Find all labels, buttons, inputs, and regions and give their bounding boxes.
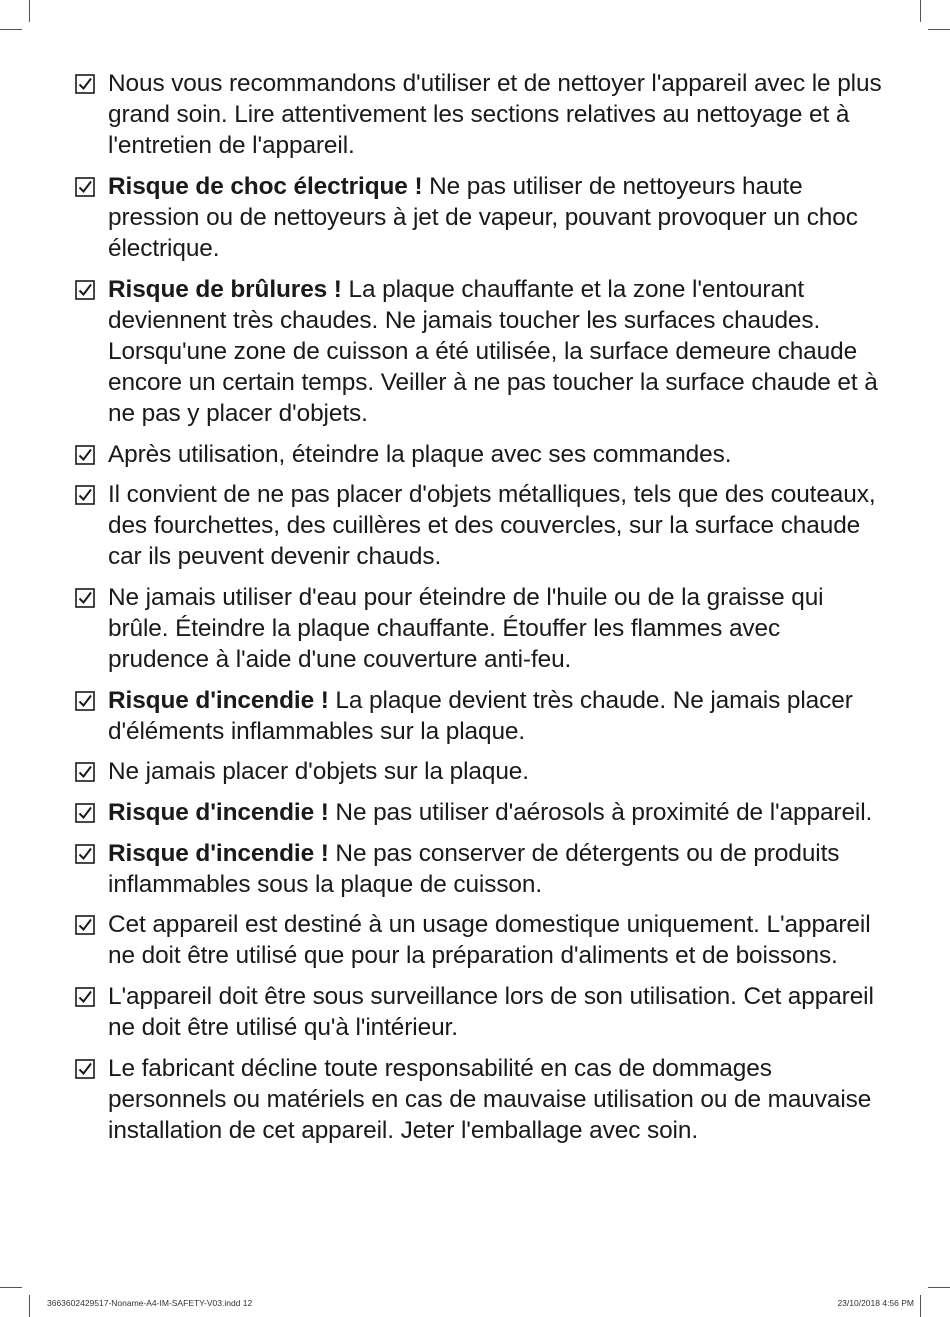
safety-instructions-list bbox=[75, 68, 885, 1155]
checked-box-icon bbox=[75, 685, 97, 715]
list-item bbox=[75, 171, 885, 264]
crop-mark bbox=[920, 1295, 921, 1317]
instruction-text: L'appareil doit être sous surveillance lors de son utilisation. Cet appareil ne doit être utilisé qu'à l'intérieur. bbox=[108, 982, 874, 1042]
instruction-text: Ne pas utiliser d'aérosols à proximité de l'appareil. bbox=[328, 798, 873, 826]
crop-mark bbox=[0, 29, 22, 30]
checked-box-icon bbox=[75, 68, 97, 98]
checked-box-icon bbox=[75, 171, 97, 201]
list-item bbox=[75, 274, 885, 429]
checked-box-icon bbox=[75, 582, 97, 612]
instruction-text: Ne pas conserver de détergents ou de produits inflammables sous la plaque de cuisson. bbox=[108, 839, 840, 898]
list-item-text bbox=[108, 909, 885, 971]
list-item bbox=[75, 685, 885, 747]
checked-box-icon bbox=[75, 274, 97, 304]
checked-box-icon bbox=[75, 981, 97, 1011]
instruction-text: Le fabricant décline toute responsabilité en cas de dommages personnels ou matériels en cas de mauvaise utilisation ou de mauvaise installation de cet appareil. Jeter l'emballage avec soin. bbox=[108, 1054, 872, 1144]
crop-mark bbox=[29, 0, 30, 22]
instruction-text: Ne jamais utiliser d'eau pour éteindre de l'huile ou de la graisse qui brûle. Éteindre la plaque chauffante. Étouffer les flammes avec prudence à l'aide d'une couverture anti-feu. bbox=[108, 583, 824, 674]
checked-box-icon bbox=[75, 479, 97, 509]
crop-mark bbox=[928, 29, 950, 30]
warning-label: Risque de brûlures ! bbox=[108, 275, 342, 303]
instruction-text: La plaque chauffante et la zone l'entourant deviennent très chaudes. Ne jamais toucher les surfaces chaudes. Lorsqu'une zone de cuisson a été utilisée, la surface demeure chaude encore un certain temps. Veiller à ne pas toucher la surface chaude et à ne pas y placer d'objets. bbox=[108, 275, 878, 427]
list-item-text bbox=[108, 685, 885, 747]
list-item-text bbox=[108, 838, 885, 900]
crop-mark bbox=[29, 1295, 30, 1317]
footer-date: 23/10/2018 4:56 PM bbox=[837, 1298, 914, 1308]
instruction-text: Ne jamais placer d'objets sur la plaque. bbox=[108, 758, 529, 786]
list-item-text bbox=[108, 797, 885, 828]
list-item bbox=[75, 838, 885, 900]
list-item-text bbox=[108, 274, 885, 429]
list-item bbox=[75, 756, 885, 787]
instruction-text: Cet appareil est destiné à un usage domestique uniquement. L'appareil ne doit être utilisé que pour la préparation d'aliments et de boissons. bbox=[108, 911, 871, 970]
warning-label: Risque d'incendie ! bbox=[108, 839, 329, 867]
list-item bbox=[75, 68, 885, 161]
list-item bbox=[75, 797, 885, 828]
list-item-text bbox=[108, 171, 885, 264]
checked-box-icon bbox=[75, 756, 97, 786]
crop-mark bbox=[920, 0, 921, 22]
checked-box-icon bbox=[75, 838, 97, 868]
checked-box-icon bbox=[75, 797, 97, 827]
warning-label: Risque d'incendie ! bbox=[108, 798, 329, 826]
list-item-text bbox=[108, 981, 885, 1043]
warning-label: Risque de choc électrique ! bbox=[108, 172, 423, 200]
list-item bbox=[75, 479, 885, 572]
list-item-text bbox=[108, 479, 885, 572]
crop-mark bbox=[928, 1287, 950, 1288]
instruction-text: Il convient de ne pas placer d'objets métalliques, tels que des couteaux, des fourchettes, des cuillères et des couvercles, sur la surface chaude car ils peuvent devenir chauds. bbox=[108, 481, 876, 571]
footer-file-info: 3663602429517-Noname-A4-IM-SAFETY-V03.indd 12 bbox=[47, 1298, 253, 1308]
instruction-text: Nous vous recommandons d'utiliser et de nettoyer l'appareil avec le plus grand soin. Lire attentivement les sections relatives au nettoyage et à l'entretien de l'appareil. bbox=[108, 70, 882, 160]
list-item-text bbox=[108, 756, 885, 787]
list-item-text bbox=[108, 582, 885, 675]
warning-label: Risque d'incendie ! bbox=[108, 686, 329, 714]
list-item bbox=[75, 909, 885, 971]
checked-box-icon bbox=[75, 439, 97, 469]
list-item-text bbox=[108, 439, 885, 470]
list-item bbox=[75, 981, 885, 1043]
list-item bbox=[75, 1053, 885, 1146]
list-item-text bbox=[108, 1053, 885, 1146]
checked-box-icon bbox=[75, 1053, 97, 1083]
list-item bbox=[75, 439, 885, 470]
crop-mark bbox=[0, 1287, 22, 1288]
list-item bbox=[75, 582, 885, 675]
instruction-text: Après utilisation, éteindre la plaque avec ses commandes. bbox=[108, 440, 732, 468]
instruction-text: La plaque devient très chaude. Ne jamais placer d'éléments inflammables sur la plaque. bbox=[108, 686, 853, 745]
list-item-text bbox=[108, 68, 885, 161]
instruction-text: Ne pas utiliser de nettoyeurs haute pression ou de nettoyeurs à jet de vapeur, pouvant provoquer un choc électrique. bbox=[108, 172, 858, 262]
checked-box-icon bbox=[75, 909, 97, 939]
